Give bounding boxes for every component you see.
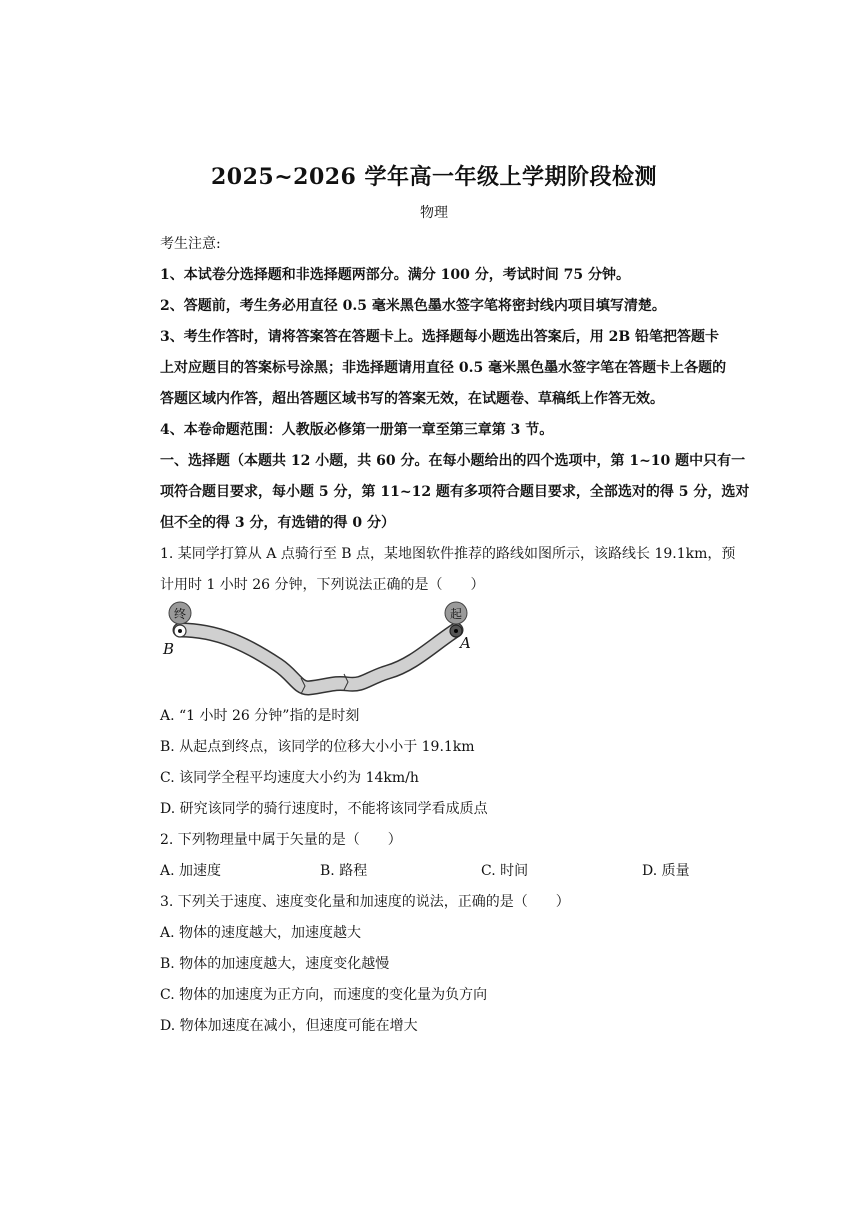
route-map-figure	[158, 600, 488, 704]
question-2-option-c: C. 时间	[481, 863, 529, 879]
page-title: 2025~2026 学年高一年级上学期阶段检测	[210, 164, 658, 190]
question-1-option-b: B. 从起点到终点，该同学的位移大小小于 19.1km	[160, 739, 475, 755]
question-3-option-a: A. 物体的速度越大，加速度越大	[160, 925, 362, 941]
notice-item-3-line-2: 上对应题目的答案标号涂黑；非选择题请用直径 0.5 毫米黑色墨水签字笔在答题卡上各题的	[160, 360, 727, 376]
question-1-stem-line-1: 1. 某同学打算从 A 点骑行至 B 点，某地图软件推荐的路线如图所示，该路线长 19.1km，预	[160, 546, 736, 562]
question-1-option-c: C. 该同学全程平均速度大小约为 14km/h	[160, 770, 419, 786]
question-2-option-b: B. 路程	[320, 863, 368, 879]
notice-item-3-line-1: 3、考生作答时，请将答案答在答题卡上。选择题每小题选出答案后，用 2B 铅笔把答题卡	[160, 329, 720, 345]
question-2-stem: 2. 下列物理量中属于矢量的是（ ）	[160, 832, 402, 848]
end-marker-label: 终	[173, 607, 187, 621]
section-1-instructions-line-1: 一、选择题（本题共 12 小题，共 60 分。在每小题给出的四个选项中，第 1~10 题中只有一	[160, 453, 746, 469]
question-1-stem-line-2: 计用时 1 小时 26 分钟，下列说法正确的是（ ）	[160, 577, 485, 593]
question-2-option-a: A. 加速度	[160, 863, 222, 879]
point-b-label: B	[163, 640, 175, 658]
question-1-option-a: A. “1 小时 26 分钟”指的是时刻	[160, 708, 360, 724]
question-3-option-b: B. 物体的加速度越大，速度变化越慢	[160, 956, 390, 972]
section-1-instructions-line-3: 但不全的得 3 分，有选错的得 0 分）	[160, 515, 395, 531]
notice-item-1: 1、本试卷分选择题和非选择题两部分。满分 100 分，考试时间 75 分钟。	[160, 267, 630, 283]
point-a-label: A	[460, 634, 471, 652]
question-3-stem: 3. 下列关于速度、速度变化量和加速度的说法，正确的是（ ）	[160, 894, 570, 910]
start-point-dot	[454, 629, 458, 633]
notice-heading: 考生注意:	[160, 236, 221, 252]
subject-label: 物理	[420, 205, 448, 221]
start-marker-label: 起	[449, 607, 463, 621]
end-point-dot	[178, 629, 182, 633]
notice-item-4: 4、本卷命题范围：人教版必修第一册第一章至第三章第 3 节。	[160, 422, 554, 438]
question-2-option-d: D. 质量	[642, 863, 690, 879]
notice-item-3-line-3: 答题区域内作答，超出答题区域书写的答案无效，在试题卷、草稿纸上作答无效。	[160, 391, 664, 407]
question-1-option-d: D. 研究该同学的骑行速度时，不能将该同学看成质点	[160, 801, 488, 817]
section-1-instructions-line-2: 项符合题目要求，每小题 5 分，第 11~12 题有多项符合题目要求，全部选对的得 5 分，选对	[160, 484, 750, 500]
question-3-option-d: D. 物体加速度在减小，但速度可能在增大	[160, 1018, 418, 1034]
notice-item-2: 2、答题前，考生务必用直径 0.5 毫米黑色墨水签字笔将密封线内项目填写清楚。	[160, 298, 666, 314]
question-3-option-c: C. 物体的加速度为正方向，而速度的变化量为负方向	[160, 987, 488, 1003]
